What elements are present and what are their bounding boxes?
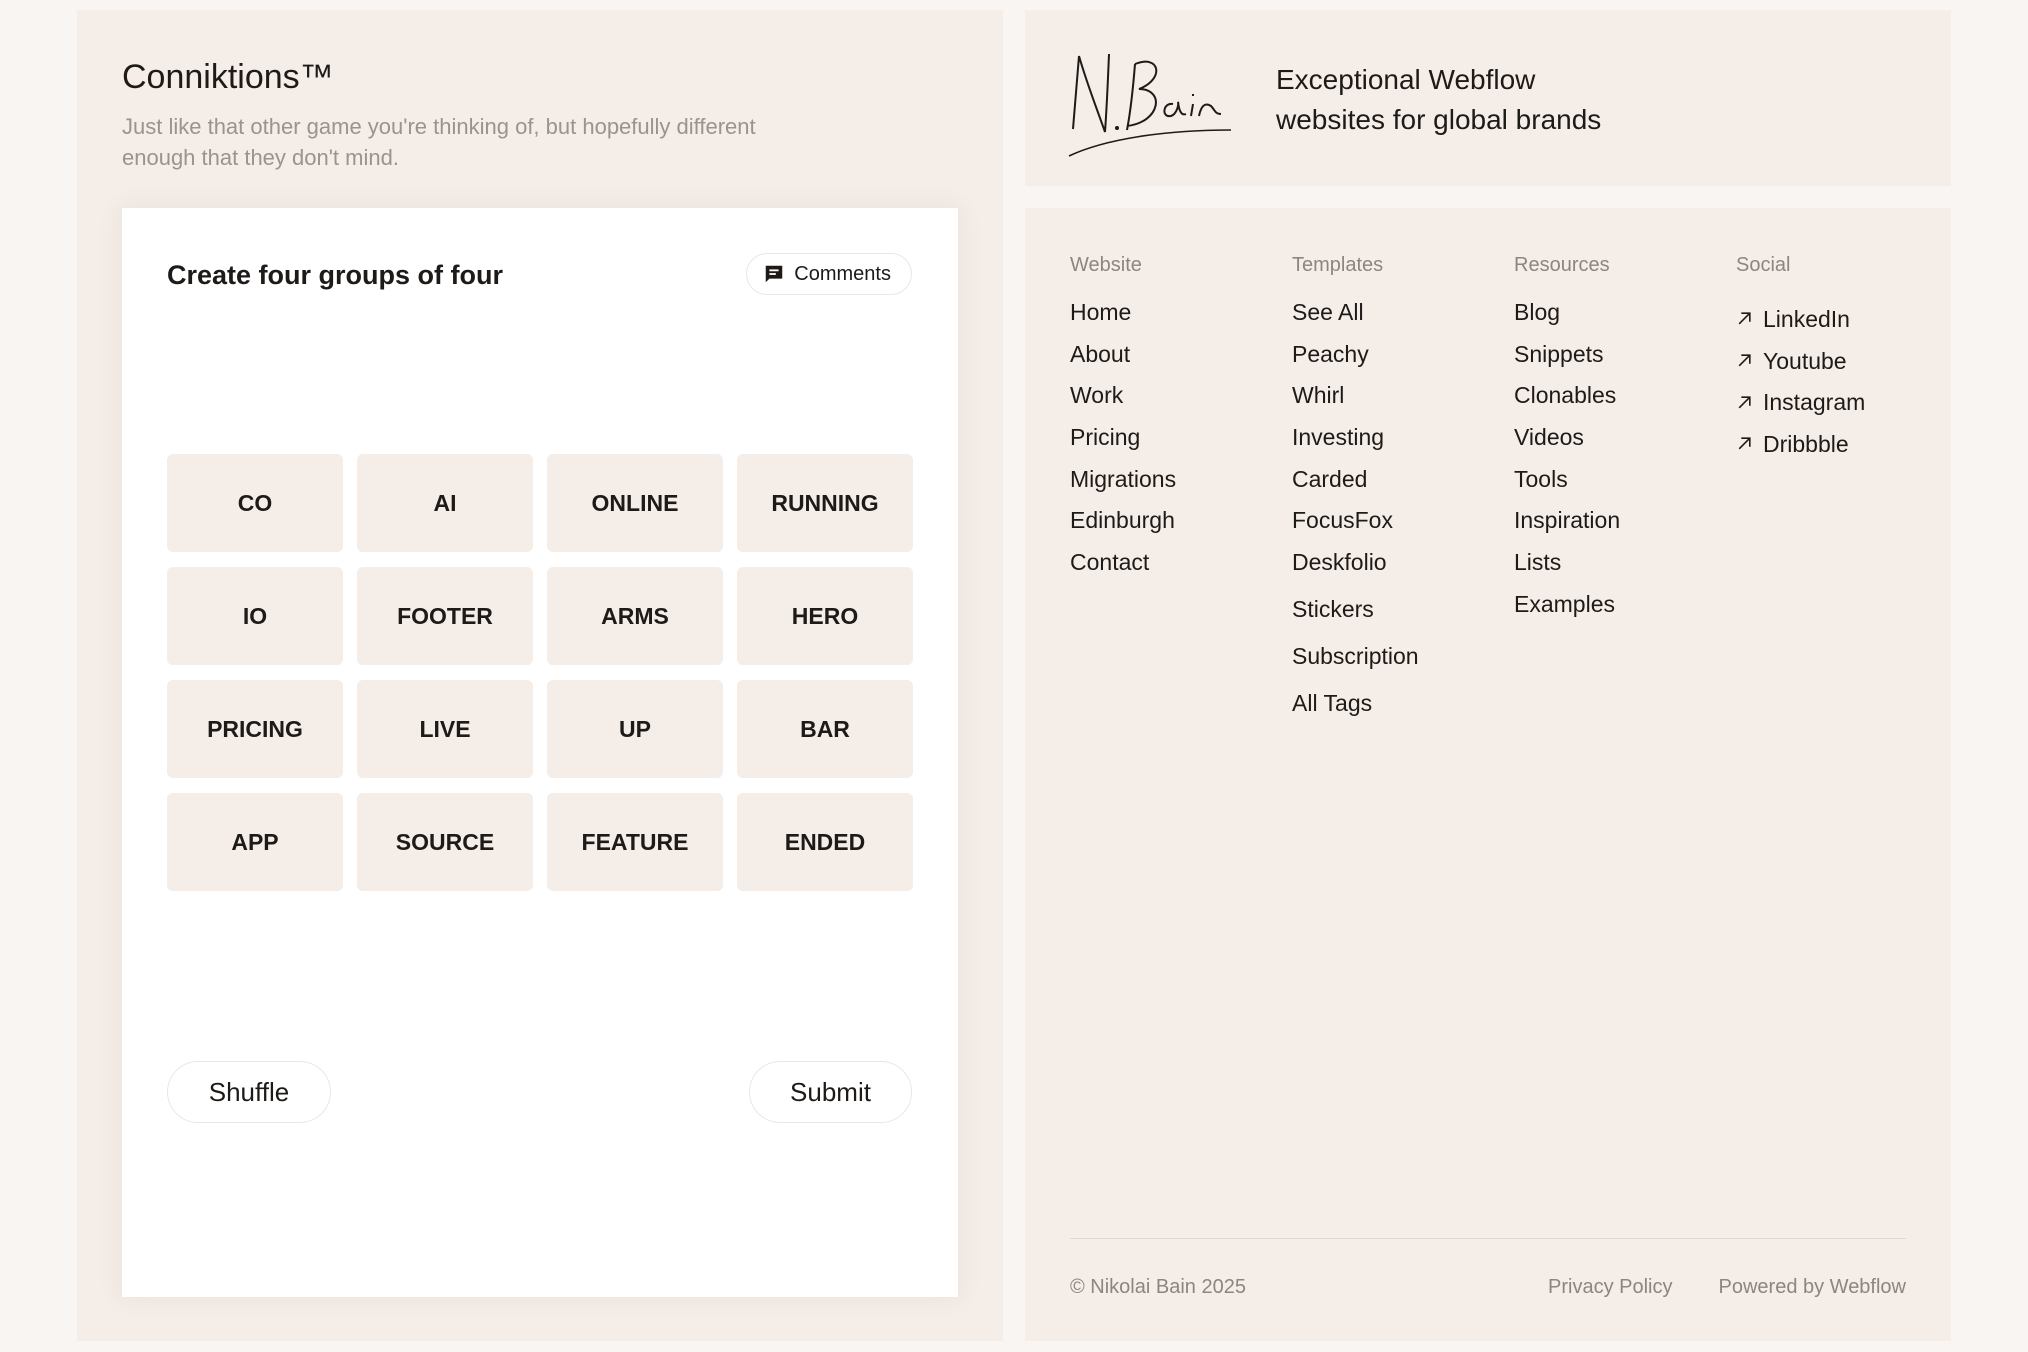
footer-link[interactable]: Deskfolio: [1292, 549, 1387, 576]
word-tile[interactable]: UP: [547, 680, 723, 778]
footer-column-social: [1736, 254, 1865, 465]
social-link-label: Youtube: [1763, 347, 1847, 374]
arrow-up-right-icon: [1736, 352, 1753, 369]
word-grid: [167, 454, 913, 891]
footer-link[interactable]: Edinburgh: [1070, 507, 1175, 534]
submit-button[interactable]: Submit: [749, 1061, 912, 1123]
footer-link[interactable]: About: [1070, 340, 1131, 367]
comments-button[interactable]: [746, 253, 912, 295]
word-tile[interactable]: FOOTER: [357, 567, 533, 665]
word-tile[interactable]: ONLINE: [547, 454, 723, 552]
arrow-up-right-icon: [1736, 310, 1753, 327]
footer-link[interactable]: Pricing: [1070, 424, 1141, 451]
game-title: Conniktions™: [122, 58, 334, 96]
footer-column-templates: [1292, 254, 1419, 736]
arrow-up-right-icon: [1736, 435, 1753, 452]
copyright-text: © Nikolai Bain 2025: [1070, 1276, 1246, 1298]
footer-link[interactable]: All Tags: [1292, 690, 1373, 717]
privacy-policy-link[interactable]: Privacy Policy: [1548, 1276, 1673, 1298]
footer-link[interactable]: Clonables: [1514, 382, 1617, 409]
word-tile[interactable]: LIVE: [357, 680, 533, 778]
word-tile[interactable]: BAR: [737, 680, 913, 778]
footer-link[interactable]: Investing: [1292, 424, 1385, 451]
social-link-label: LinkedIn: [1763, 305, 1850, 332]
footer-link[interactable]: Peachy: [1292, 340, 1369, 367]
legal-links: [1548, 1276, 1906, 1299]
game-card: [122, 208, 958, 1297]
footer-link[interactable]: Blog: [1514, 299, 1561, 325]
footer-link[interactable]: Snippets: [1514, 340, 1604, 367]
footer-link[interactable]: Contact: [1070, 549, 1150, 576]
footer-link[interactable]: Migrations: [1070, 465, 1177, 492]
social-link-youtube[interactable]: [1736, 340, 1865, 382]
footer-link[interactable]: Examples: [1514, 590, 1615, 617]
social-link-label: Instagram: [1763, 389, 1866, 416]
site-footer: [1025, 208, 1951, 1341]
arrow-up-right-icon: [1736, 394, 1753, 411]
shuffle-button[interactable]: Shuffle: [167, 1061, 331, 1123]
comments-label: Comments: [794, 262, 891, 285]
game-panel: [77, 10, 1003, 1341]
brand-card: [1025, 10, 1951, 186]
footer-link[interactable]: Carded: [1292, 465, 1368, 492]
tagline-line-2: websites for global brands: [1276, 104, 1602, 135]
word-tile[interactable]: FEATURE: [547, 793, 723, 891]
footer-column-heading: Website: [1070, 254, 1142, 276]
word-tile[interactable]: HERO: [737, 567, 913, 665]
social-link-dribbble[interactable]: [1736, 423, 1865, 465]
social-link-linkedin[interactable]: [1736, 298, 1865, 340]
tagline-line-1: Exceptional Webflow: [1276, 64, 1536, 95]
word-tile[interactable]: APP: [167, 793, 343, 891]
social-link-label: Dribbble: [1763, 430, 1849, 457]
powered-by-link[interactable]: Powered by Webflow: [1718, 1276, 1906, 1298]
word-tile[interactable]: ENDED: [737, 793, 913, 891]
social-link-instagram[interactable]: [1736, 381, 1865, 423]
footer-column-resources: [1514, 254, 1620, 632]
footer-link[interactable]: Whirl: [1292, 382, 1345, 409]
comment-bubble-icon: [763, 263, 785, 285]
footer-link[interactable]: Videos: [1514, 424, 1584, 451]
brand-tagline: [1276, 60, 1676, 140]
footer-link[interactable]: Tools: [1514, 465, 1568, 492]
word-tile[interactable]: RUNNING: [737, 454, 913, 552]
footer-link[interactable]: Inspiration: [1514, 507, 1621, 534]
word-tile[interactable]: CO: [167, 454, 343, 552]
game-prompt: Create four groups of four: [167, 260, 503, 290]
footer-column-website: [1070, 254, 1176, 590]
footer-column-heading: Social: [1736, 254, 1791, 276]
footer-link[interactable]: See All: [1292, 299, 1364, 325]
game-subtitle: Just like that other game you're thinking of, but hopefully different enough that they don't mind.: [122, 114, 756, 170]
word-tile[interactable]: SOURCE: [357, 793, 533, 891]
footer-link[interactable]: Subscription: [1292, 643, 1419, 670]
footer-column-heading: Templates: [1292, 254, 1384, 276]
footer-link[interactable]: FocusFox: [1292, 507, 1393, 534]
footer-column-heading: Resources: [1514, 254, 1610, 276]
word-tile[interactable]: IO: [167, 567, 343, 665]
signature-logo-icon[interactable]: [1065, 44, 1235, 164]
footer-link[interactable]: Stickers: [1292, 596, 1374, 623]
footer-link[interactable]: Lists: [1514, 549, 1562, 576]
footer-link[interactable]: Home: [1070, 299, 1132, 325]
word-tile[interactable]: AI: [357, 454, 533, 552]
footer-link[interactable]: Work: [1070, 382, 1124, 409]
word-tile[interactable]: PRICING: [167, 680, 343, 778]
word-tile[interactable]: ARMS: [547, 567, 723, 665]
footer-divider: [1070, 1238, 1906, 1239]
